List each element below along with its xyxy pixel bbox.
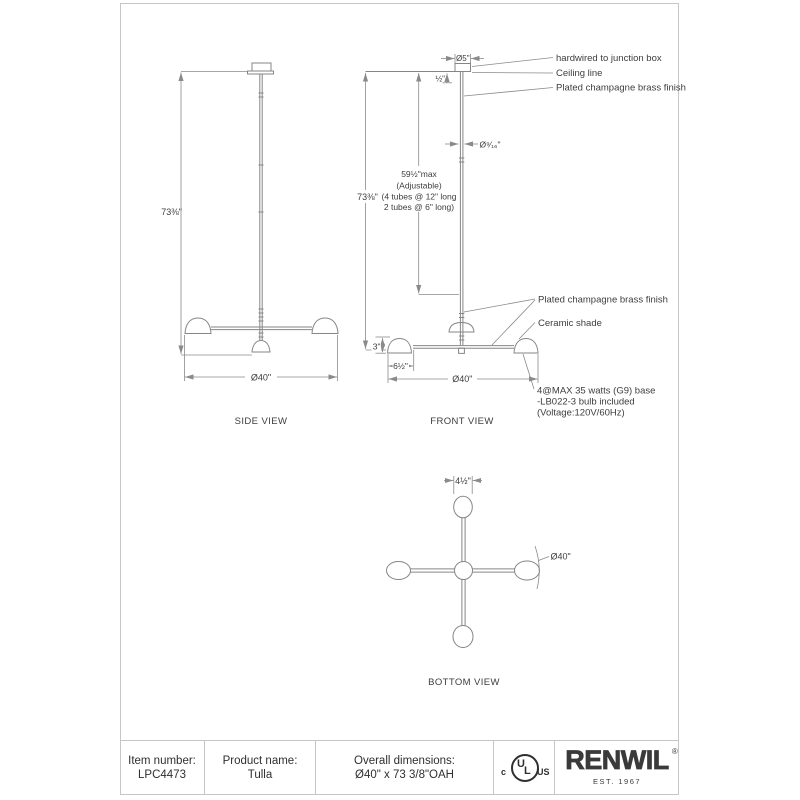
item-number-cell (120, 741, 205, 795)
annotation-ceramic-shade: Ceramic shade (538, 318, 602, 329)
registered-trademark-icon: ® (671, 746, 678, 756)
brand-cell (555, 741, 679, 795)
front-view-dim-labels (357, 54, 500, 384)
side-view-dimensions (181, 72, 338, 382)
cul-us-logo (495, 751, 553, 785)
rod-length-label-2: (Adjustable) (396, 180, 442, 191)
front-center-stub (459, 348, 465, 353)
item-number-label: Item number: (128, 754, 196, 767)
shade-height-label: 3" (372, 341, 381, 352)
bottom-shade-dim-label: 4½" (455, 476, 471, 486)
ul-c-mark: c (501, 767, 507, 777)
ul-us-mark: US (537, 767, 550, 777)
brand-name: RENWIL (565, 744, 669, 775)
bottom-shade-right (515, 561, 540, 580)
side-view-fixture (185, 63, 338, 352)
annotation-finish-bottom: Plated champagne brass finish (538, 294, 668, 306)
leader-bottom-diameter (539, 557, 550, 561)
leader-bulb (523, 354, 534, 389)
item-number-value: LPC4473 (138, 769, 186, 781)
front-shade-right (514, 339, 538, 354)
ul-letter-u: U (517, 758, 525, 770)
bottom-shade-bottom (453, 626, 473, 648)
front-view (355, 53, 686, 427)
rod-dia-label: Ø⁹⁄₁₆" (479, 139, 501, 150)
side-rod-joints (259, 93, 264, 337)
bottom-view-fixture (387, 496, 540, 647)
bottom-shade-top (454, 496, 473, 518)
bottom-view-title: BOTTOM VIEW (428, 677, 500, 688)
annotation-ceiling-line: Ceiling line (556, 68, 603, 79)
bottom-center-hub (455, 562, 473, 580)
bottom-diameter-dim-label: Ø40" (550, 551, 571, 562)
overall-dimensions-value: Ø40" x 73 3/8"OAH (355, 769, 454, 781)
bottom-shade-left (387, 562, 411, 580)
annotation-bulb-3: (Voltage:120V/60Hz) (537, 407, 625, 419)
front-shade-center (449, 323, 474, 333)
annotation-bulb-2: -LB022-3 bulb included (537, 396, 635, 408)
side-view-title: SIDE VIEW (234, 416, 288, 427)
annotation-bulb-1: 4@MAX 35 watts (G9) base (537, 385, 656, 397)
front-height-dim-label: 73⅜" (357, 192, 378, 202)
canopy-height-label: ½" (435, 74, 445, 84)
front-view-leaders (464, 58, 553, 390)
annotation-finish-top: Plated champagne brass finish (556, 82, 686, 94)
canopy-dia-label: Ø5" (456, 54, 470, 63)
leader-junction-box (472, 58, 553, 67)
ul-certification-cell (494, 741, 555, 795)
front-canopy-box (455, 64, 471, 72)
leader-ceramic-shade (519, 323, 535, 340)
bottom-view (387, 476, 571, 688)
side-shade-right (312, 318, 338, 334)
brand-established: EST. 1967 (592, 776, 642, 786)
front-view-title: FRONT VIEW (430, 416, 494, 427)
rod-length-label-1: 59½"max (401, 169, 437, 179)
side-shade-center (252, 341, 270, 353)
ul-circle-icon (511, 754, 539, 782)
renwil-logo (565, 744, 678, 790)
front-diameter-dim-label: Ø40" (452, 374, 473, 384)
product-name-label: Product name: (222, 754, 298, 767)
overall-dimensions-label: Overall dimensions: (354, 754, 455, 767)
side-height-dim-label: 73⅜" (161, 207, 182, 217)
side-canopy-box (252, 63, 271, 71)
rod-length-label-3: (4 tubes @ 12" long (381, 191, 457, 202)
leader-finish-top (464, 88, 553, 97)
rod-length-label-4: 2 tubes @ 6" long) (383, 202, 455, 212)
side-diameter-dim-label: Ø40" (250, 372, 272, 383)
title-block (120, 740, 679, 795)
front-view-annotations (537, 53, 686, 419)
ul-letter-l: L (524, 765, 531, 777)
side-canopy-plate (248, 71, 274, 74)
side-shade-left (185, 318, 211, 334)
side-view (161, 63, 338, 427)
product-name-cell (205, 741, 316, 795)
overall-dimensions-cell (316, 741, 494, 795)
leader-ceiling-line (472, 73, 553, 74)
front-rod-joints (459, 158, 464, 340)
annotation-junction-box: hardwired to junction box (556, 53, 662, 64)
shade-width-label: 6½" (393, 361, 408, 371)
front-view-dimensions (366, 54, 539, 383)
front-shade-left (388, 339, 412, 354)
leader-finish-bottom-1 (464, 299, 535, 312)
product-name-value: Tulla (247, 769, 273, 781)
